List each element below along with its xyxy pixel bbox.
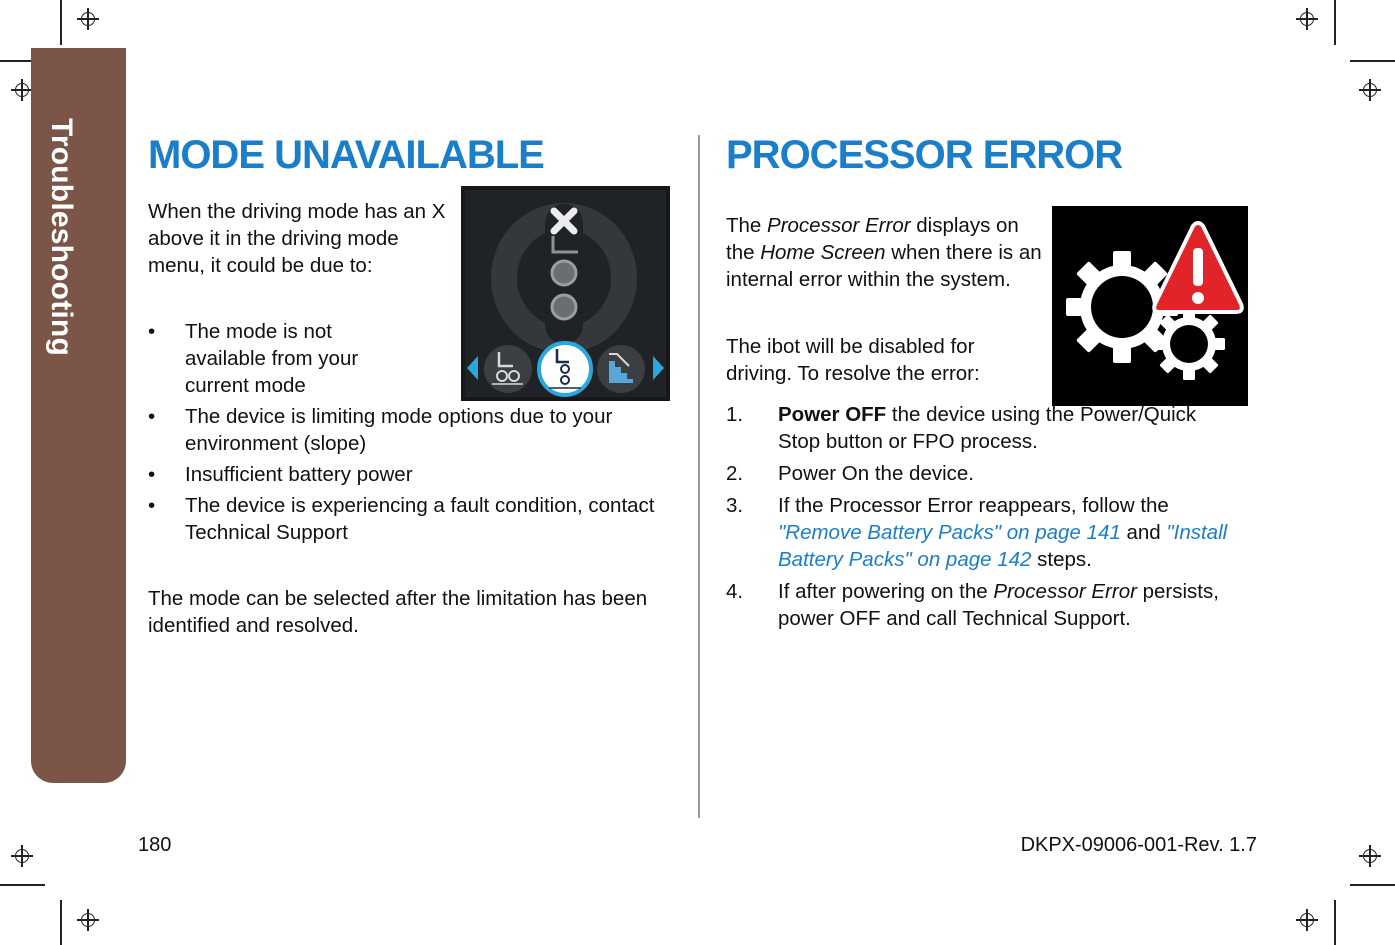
install-battery-packs-link[interactable]: "Install Battery Packs" on page 142 [778,521,1228,571]
registration-mark-bottom-right [1296,909,1318,931]
section-side-tab-label: Troubleshooting [45,118,78,356]
registration-mark-right-bottom [1359,845,1381,867]
step-list-item: 3. If the Processor Error reappears, follow the "Remove Battery Packs" on page 141 and "Install Battery Packs" on page 142 steps. [726,494,1228,571]
step-list-item: 4. If after powering on the Processor Error persists, power OFF and call Technical Support. [726,580,1219,630]
mode-unavailable-heading: MODE UNAVAILABLE [148,133,544,177]
page-number: 180 [138,834,172,856]
registration-mark-top-right [1296,8,1318,30]
processor-error-steps [726,401,1242,637]
column-divider [698,135,700,818]
crop-mark [1350,60,1395,62]
reason-list-item: • Insufficient battery power [148,461,658,488]
processor-error-term: Processor Error [767,214,911,237]
reason-list-item: • The mode is not available from your current mode [148,318,375,399]
crop-mark [60,900,62,945]
gear-icon [1153,308,1225,380]
processor-error-disabled-note: The ibot will be disabled for driving. To resolve the error: [726,335,980,385]
processor-error-heading: PROCESSOR ERROR [726,133,1123,177]
remove-battery-packs-link[interactable]: "Remove Battery Packs" on page 141 [778,521,1121,544]
reason-list-item: • The device is limiting mode options due to your environment (slope) [148,403,658,457]
registration-mark-left-top [11,79,33,101]
registration-mark-bottom-left [77,909,99,931]
registration-mark-top-left [77,8,99,30]
processor-error-intro: The Processor Error displays on the Home Screen when there is an internal error within the system. [726,214,1042,291]
document-id: DKPX-09006-001-Rev. 1.7 [1020,834,1257,856]
registration-mark-left-bottom [11,845,33,867]
mode-unavailable-intro: When the driving mode has an X above it in the driving mode menu, it could be due to: [148,200,446,277]
crop-mark [0,884,45,886]
home-screen-term: Home Screen [760,241,886,264]
mode-unavailable-reasons [148,318,658,550]
crop-mark [1350,884,1395,886]
step-list-item: 1. Power OFF the device using the Power/Quick Stop button or FPO process. [726,403,1197,453]
gears-warning-icon [1052,206,1248,406]
step-list-item: 2. Power On the device. [726,462,974,485]
crop-mark [1334,0,1336,45]
mode-unavailable-closing: The mode can be selected after the limitation has been identified and resolved. [148,587,648,637]
crop-mark [1334,900,1336,945]
warning-icon [1154,223,1242,312]
registration-mark-right-top [1359,79,1381,101]
reason-list-item: • The device is experiencing a fault condition, contact Technical Support [148,492,658,546]
crop-mark [60,0,62,45]
